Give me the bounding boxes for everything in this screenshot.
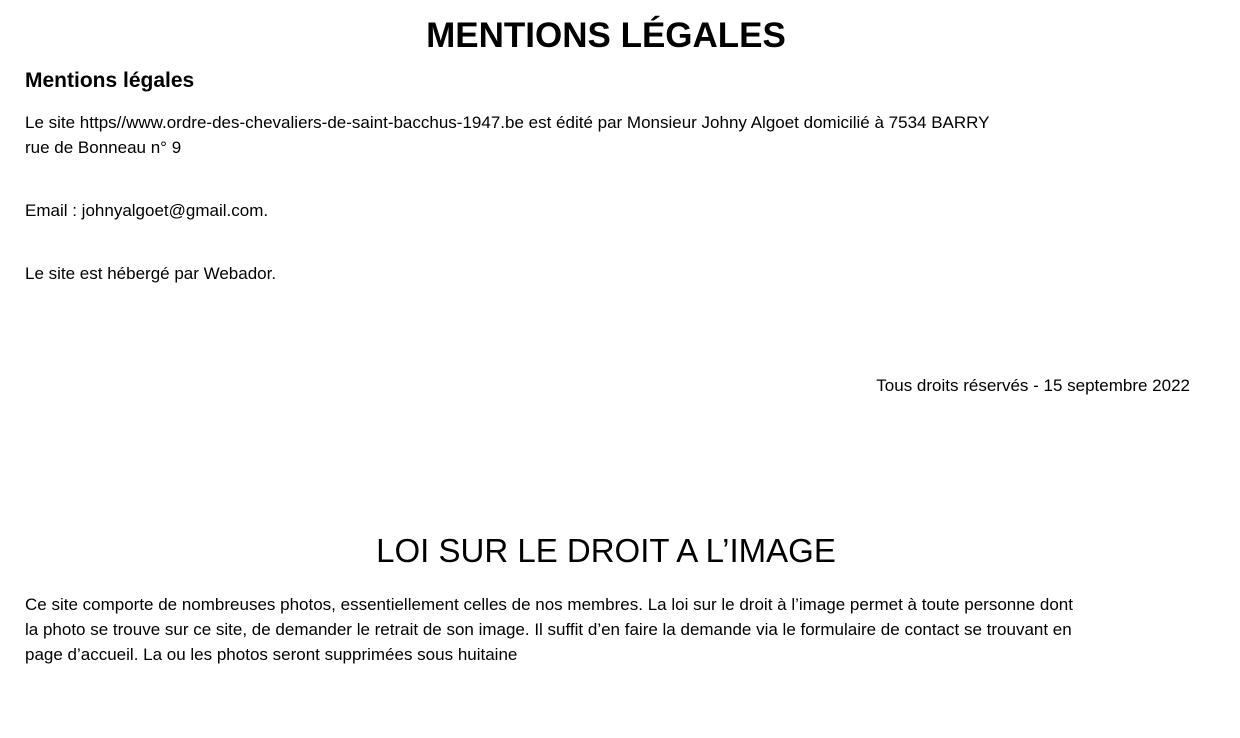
hosting-paragraph: Le site est hébergé par Webador. — [25, 264, 277, 283]
image-law-line: page d’accueil. La ou les photos seront supprimées sous huitaine — [25, 645, 518, 664]
email-paragraph: Email : johnyalgoet@gmail.com. — [25, 201, 269, 220]
editor-address-line: rue de Bonneau n° 9 — [25, 138, 182, 157]
copyright-notice: Tous droits réservés - 15 septembre 2022 — [876, 376, 1190, 395]
section-subtitle: Mentions légales — [25, 69, 195, 92]
image-law-line: Ce site comporte de nombreuses photos, essentiellement celles de nos membres. La loi sur le droit à l’image permet à toute personne dont — [25, 595, 1073, 614]
image-law-line: la photo se trouve sur ce site, de demander le retrait de son image. Il suffit d’en faire la demande via le formulaire de contact se trouvant en — [25, 620, 1072, 639]
image-law-paragraph — [25, 592, 1195, 667]
editor-line: Le site https//www.ordre-des-chevaliers-de-saint-bacchus-1947.be est édité par Monsieur Johny Algoet domicilié à 7534 BARRY — [25, 113, 990, 132]
page-title: MENTIONS LÉGALES — [426, 16, 786, 55]
editor-paragraph — [25, 110, 1125, 160]
image-law-title: LOI SUR LE DROIT A L’IMAGE — [376, 532, 836, 569]
